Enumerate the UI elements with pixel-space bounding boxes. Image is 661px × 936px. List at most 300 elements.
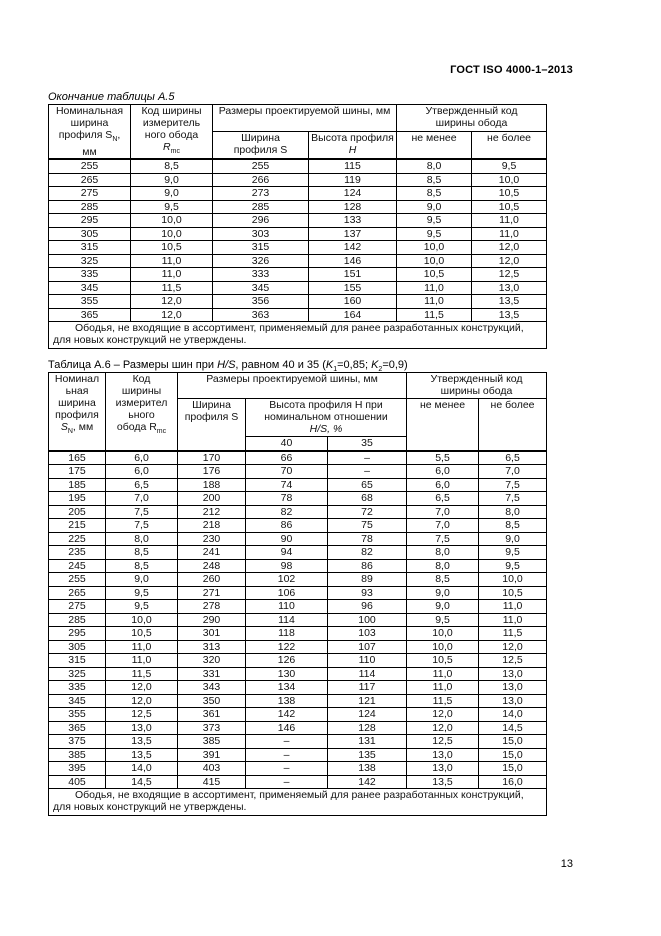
table-cell: 325: [49, 667, 106, 681]
table-cell: 7,0: [479, 465, 547, 479]
table-cell: 142: [246, 708, 328, 722]
table-row: [49, 721, 547, 735]
table-row: [49, 735, 547, 749]
table-cell: 72: [328, 505, 407, 519]
table-cell: 11,0: [472, 227, 547, 241]
table-cell: 255: [213, 159, 309, 173]
table-cell: 335: [49, 268, 131, 282]
table-cell: 75: [328, 519, 407, 533]
table-cell: 11,5: [479, 627, 547, 641]
table-cell: 142: [309, 241, 397, 255]
table-cell: 248: [178, 559, 246, 573]
table-cell: 12,5: [479, 654, 547, 668]
table-row: [49, 748, 547, 762]
header-not-less: не менее: [397, 132, 472, 159]
table-row: [49, 762, 547, 776]
table-row: [49, 214, 547, 228]
table-cell: –: [246, 748, 328, 762]
table-cell: 10,5: [472, 200, 547, 214]
table-cell: 107: [328, 640, 407, 654]
table-cell: 395: [49, 762, 106, 776]
table-cell: 74: [246, 478, 328, 492]
table-row: [49, 573, 547, 587]
table-row: [49, 254, 547, 268]
table-cell: 8,5: [106, 546, 178, 560]
table-cell: 9,5: [407, 613, 479, 627]
table-cell: 326: [213, 254, 309, 268]
table-cell: 176: [178, 465, 246, 479]
table-row: [49, 708, 547, 722]
table-cell: 7,5: [479, 492, 547, 506]
table-cell: 10,5: [472, 187, 547, 201]
table-row: [49, 654, 547, 668]
table-a6-caption: Таблица А.6 – Размеры шин при H/S, равном 40 и 35 ($K_1=0,85$; $K_2=0,9$): [48, 359, 408, 374]
table-cell: 8,0: [407, 559, 479, 573]
header-approved-code: Утвержденный код ширины обода: [397, 105, 547, 132]
table-cell: 10,5: [479, 586, 547, 600]
table-cell: 356: [213, 295, 309, 309]
table-cell: 11,0: [131, 268, 213, 282]
table-row: [49, 600, 547, 614]
table-cell: 345: [49, 281, 131, 295]
table-cell: 13,0: [479, 681, 547, 695]
table-cell: 273: [213, 187, 309, 201]
table-cell: 142: [328, 775, 407, 789]
table-cell: 10,0: [472, 173, 547, 187]
table-cell: 122: [246, 640, 328, 654]
table-cell: 315: [49, 241, 131, 255]
table-cell: 385: [178, 735, 246, 749]
header-not-more: не более: [479, 399, 547, 451]
header-section-height: Высота профиля H при номинальном отношении H/S, %: [246, 399, 407, 437]
table-row: [49, 613, 547, 627]
table-cell: 13,5: [472, 295, 547, 309]
table-cell: 13,0: [106, 721, 178, 735]
table-cell: 68: [328, 492, 407, 506]
table-cell: 78: [328, 532, 407, 546]
table-row: [49, 227, 547, 241]
table-cell: 255: [49, 573, 106, 587]
table-cell: 13,5: [106, 735, 178, 749]
table-a5: [48, 104, 547, 349]
table-cell: 11,0: [472, 214, 547, 228]
table-cell: 13,5: [407, 775, 479, 789]
table-row: [49, 640, 547, 654]
table-row: [49, 465, 547, 479]
table-cell: 10,0: [131, 227, 213, 241]
table-cell: 215: [49, 519, 106, 533]
table-cell: 7,5: [106, 519, 178, 533]
table-row: [49, 546, 547, 560]
table-cell: 14,5: [479, 721, 547, 735]
table-cell: 164: [309, 308, 397, 322]
table-cell: 137: [309, 227, 397, 241]
table-cell: 345: [49, 694, 106, 708]
table-cell: 12,5: [407, 735, 479, 749]
table-cell: 345: [213, 281, 309, 295]
header-design-sizes: Размеры проектируемой шины, мм: [178, 373, 407, 399]
header-approved-code: Утвержденный код ширины обода: [407, 373, 547, 399]
table-row: [49, 451, 547, 465]
table-cell: 405: [49, 775, 106, 789]
table-cell: 12,0: [131, 295, 213, 309]
table-cell: 133: [309, 214, 397, 228]
table-cell: 10,5: [106, 627, 178, 641]
table-cell: 110: [328, 654, 407, 668]
table-cell: 10,0: [106, 613, 178, 627]
table-cell: 155: [309, 281, 397, 295]
table-cell: 195: [49, 492, 106, 506]
table-cell: 65: [328, 478, 407, 492]
table-cell: 12,0: [131, 308, 213, 322]
table-cell: 128: [328, 721, 407, 735]
table-cell: 301: [178, 627, 246, 641]
table-cell: 117: [328, 681, 407, 695]
table-cell: 134: [246, 681, 328, 695]
table-cell: 98: [246, 559, 328, 573]
table-cell: 363: [213, 308, 309, 322]
table-cell: 365: [49, 308, 131, 322]
table-cell: 205: [49, 505, 106, 519]
table-row: [49, 478, 547, 492]
table-cell: 115: [309, 159, 397, 173]
table-cell: 265: [49, 173, 131, 187]
table-cell: 11,0: [106, 654, 178, 668]
table-cell: 315: [49, 654, 106, 668]
table-cell: 295: [49, 214, 131, 228]
table-cell: 7,5: [407, 532, 479, 546]
table-cell: 275: [49, 187, 131, 201]
table-cell: 13,0: [472, 281, 547, 295]
header-rim-code: Код ширины измеритель ного обода $R_{mc}$: [131, 105, 213, 160]
table-cell: 11,5: [131, 281, 213, 295]
table-cell: 175: [49, 465, 106, 479]
table-cell: 9,5: [479, 559, 547, 573]
table-cell: 290: [178, 613, 246, 627]
table-cell: 11,0: [407, 667, 479, 681]
table-cell: 70: [246, 465, 328, 479]
table-cell: 385: [49, 748, 106, 762]
header-ratio-40: 40: [246, 437, 328, 451]
table-cell: 260: [178, 573, 246, 587]
table-row: [49, 532, 547, 546]
table-cell: 6,5: [106, 478, 178, 492]
table-cell: 12,0: [407, 721, 479, 735]
table-cell: 96: [328, 600, 407, 614]
table-cell: 9,0: [106, 573, 178, 587]
table-a6: [48, 372, 547, 816]
table-cell: 118: [246, 627, 328, 641]
table-cell: 11,5: [106, 667, 178, 681]
table-row: [49, 308, 547, 322]
table-cell: 8,0: [407, 546, 479, 560]
table-cell: 365: [49, 721, 106, 735]
table-cell: 131: [328, 735, 407, 749]
table-row: [49, 159, 547, 173]
table-cell: 295: [49, 627, 106, 641]
table-cell: 188: [178, 478, 246, 492]
table-cell: 285: [49, 200, 131, 214]
table-cell: 12,0: [479, 640, 547, 654]
table-cell: 11,0: [407, 681, 479, 695]
table-cell: 320: [178, 654, 246, 668]
table-a5-note: Ободья, не входящие в ассортимент, применяемый для ранее разработанных конструкций, для новых конструкций не утверждены.: [49, 322, 547, 349]
table-cell: 13,0: [479, 667, 547, 681]
table-row: [49, 295, 547, 309]
table-cell: 375: [49, 735, 106, 749]
table-cell: 225: [49, 532, 106, 546]
table-cell: 126: [246, 654, 328, 668]
table-cell: 285: [213, 200, 309, 214]
table-cell: 146: [246, 721, 328, 735]
table-cell: 6,5: [407, 492, 479, 506]
table-cell: 212: [178, 505, 246, 519]
table-cell: 9,0: [131, 173, 213, 187]
table-cell: 241: [178, 546, 246, 560]
header-design-sizes: Размеры проектируемой шины, мм: [213, 105, 397, 132]
header-section-width: Ширина профиля S: [178, 399, 246, 451]
table-cell: 160: [309, 295, 397, 309]
table-cell: 138: [246, 694, 328, 708]
table-cell: 7,5: [106, 505, 178, 519]
table-cell: 12,5: [106, 708, 178, 722]
table-cell: 138: [328, 762, 407, 776]
table-cell: 119: [309, 173, 397, 187]
table-cell: 9,5: [397, 227, 472, 241]
table-cell: 335: [49, 681, 106, 695]
table-cell: 11,0: [479, 613, 547, 627]
table-cell: 170: [178, 451, 246, 465]
table-cell: 271: [178, 586, 246, 600]
table-cell: 8,5: [397, 173, 472, 187]
table-cell: 11,0: [397, 281, 472, 295]
table-cell: 10,0: [479, 573, 547, 587]
table-cell: 333: [213, 268, 309, 282]
table-cell: 7,0: [407, 519, 479, 533]
table-cell: 8,5: [407, 573, 479, 587]
table-cell: 114: [328, 667, 407, 681]
table-row: [49, 627, 547, 641]
table-a5-caption: Окончание таблицы А.5: [48, 91, 175, 103]
table-cell: 6,5: [479, 451, 547, 465]
table-cell: 373: [178, 721, 246, 735]
table-cell: 106: [246, 586, 328, 600]
table-cell: 6,0: [407, 478, 479, 492]
table-cell: 11,0: [397, 295, 472, 309]
table-row: [49, 492, 547, 506]
table-cell: 12,0: [472, 254, 547, 268]
table-cell: 343: [178, 681, 246, 695]
table-cell: 8,0: [479, 505, 547, 519]
table-row: [49, 187, 547, 201]
table-cell: 355: [49, 708, 106, 722]
table-cell: 13,0: [407, 762, 479, 776]
table-cell: 361: [178, 708, 246, 722]
table-cell: 10,5: [407, 654, 479, 668]
table-cell: 135: [328, 748, 407, 762]
header-ratio-35: 35: [328, 437, 407, 451]
table-cell: 13,0: [407, 748, 479, 762]
table-cell: 90: [246, 532, 328, 546]
table-cell: 13,5: [106, 748, 178, 762]
table-row: [49, 667, 547, 681]
table-cell: 165: [49, 451, 106, 465]
table-cell: 325: [49, 254, 131, 268]
table-cell: 10,0: [397, 241, 472, 255]
header-nominal-width: Номинал ьная ширина профиля $S_N$, мм: [49, 373, 106, 451]
table-cell: 10,5: [131, 241, 213, 255]
table-cell: 9,5: [131, 200, 213, 214]
table-cell: 13,5: [472, 308, 547, 322]
table-cell: 114: [246, 613, 328, 627]
table-cell: 124: [328, 708, 407, 722]
table-cell: 128: [309, 200, 397, 214]
header-section-height: Высота профиля H: [309, 132, 397, 159]
table-row: [49, 173, 547, 187]
table-cell: 8,5: [131, 159, 213, 173]
table-cell: 350: [178, 694, 246, 708]
table-cell: 78: [246, 492, 328, 506]
table-cell: 14,5: [106, 775, 178, 789]
table-cell: 12,0: [472, 241, 547, 255]
table-cell: 146: [309, 254, 397, 268]
table-row: [49, 559, 547, 573]
table-row: [49, 694, 547, 708]
table-cell: 13,0: [479, 694, 547, 708]
table-row: [49, 200, 547, 214]
table-cell: 11,0: [106, 640, 178, 654]
table-cell: 93: [328, 586, 407, 600]
table-cell: 6,0: [106, 465, 178, 479]
table-cell: 9,0: [407, 586, 479, 600]
table-cell: 15,0: [479, 735, 547, 749]
table-cell: 9,5: [397, 214, 472, 228]
table-cell: 331: [178, 667, 246, 681]
table-cell: 151: [309, 268, 397, 282]
standard-header: ГОСТ ISO 4000-1–2013: [450, 64, 573, 76]
table-cell: 12,0: [106, 681, 178, 695]
table-cell: 15,0: [479, 748, 547, 762]
table-cell: 278: [178, 600, 246, 614]
table-row: [49, 505, 547, 519]
table-cell: 10,0: [407, 640, 479, 654]
table-cell: 86: [328, 559, 407, 573]
table-cell: 16,0: [479, 775, 547, 789]
table-cell: 355: [49, 295, 131, 309]
table-cell: 7,0: [407, 505, 479, 519]
table-cell: 11,0: [131, 254, 213, 268]
table-cell: 10,0: [131, 214, 213, 228]
table-cell: 8,0: [397, 159, 472, 173]
table-cell: –: [328, 451, 407, 465]
table-cell: 8,0: [106, 532, 178, 546]
table-cell: 255: [49, 159, 131, 173]
header-not-less: не менее: [407, 399, 479, 451]
table-cell: 245: [49, 559, 106, 573]
table-cell: 235: [49, 546, 106, 560]
table-row: [49, 775, 547, 789]
table-cell: 9,5: [472, 159, 547, 173]
table-row: [49, 681, 547, 695]
table-cell: 296: [213, 214, 309, 228]
table-cell: 7,0: [106, 492, 178, 506]
table-cell: 11,0: [479, 600, 547, 614]
table-cell: 10,0: [407, 627, 479, 641]
table-cell: 415: [178, 775, 246, 789]
table-cell: 14,0: [479, 708, 547, 722]
table-cell: –: [246, 775, 328, 789]
table-cell: 8,5: [479, 519, 547, 533]
table-row: [49, 268, 547, 282]
table-cell: 82: [328, 546, 407, 560]
header-nominal-width: Номинальная ширина профиля $S_N$, мм: [49, 105, 131, 160]
table-cell: 9,0: [479, 532, 547, 546]
table-cell: 94: [246, 546, 328, 560]
table-cell: 9,0: [131, 187, 213, 201]
table-cell: 303: [213, 227, 309, 241]
table-cell: 9,5: [479, 546, 547, 560]
table-cell: 5,5: [407, 451, 479, 465]
table-cell: –: [328, 465, 407, 479]
table-cell: 11,5: [397, 308, 472, 322]
header-section-width: Ширина профиля S: [213, 132, 309, 159]
table-cell: 14,0: [106, 762, 178, 776]
table-cell: 313: [178, 640, 246, 654]
table-cell: 102: [246, 573, 328, 587]
table-cell: 66: [246, 451, 328, 465]
table-cell: 11,5: [407, 694, 479, 708]
table-row: [49, 241, 547, 255]
table-cell: 6,0: [407, 465, 479, 479]
table-cell: 9,0: [407, 600, 479, 614]
table-cell: 15,0: [479, 762, 547, 776]
table-cell: 230: [178, 532, 246, 546]
page-number: 13: [560, 858, 573, 870]
table-cell: –: [246, 735, 328, 749]
header-rim-code: Код ширины измерител ьного обода $R_{mc}$: [106, 373, 178, 451]
table-cell: 9,0: [397, 200, 472, 214]
table-a6-note: Ободья, не входящие в ассортимент, применяемый для ранее разработанных конструкций, для новых конструкций не утверждены.: [49, 789, 547, 816]
header-not-more: не более: [472, 132, 547, 159]
table-cell: –: [246, 762, 328, 776]
table-cell: 12,0: [106, 694, 178, 708]
table-cell: 89: [328, 573, 407, 587]
table-row: [49, 519, 547, 533]
table-cell: 200: [178, 492, 246, 506]
table-cell: 12,5: [472, 268, 547, 282]
table-cell: 305: [49, 227, 131, 241]
table-cell: 110: [246, 600, 328, 614]
table-cell: 8,5: [397, 187, 472, 201]
table-cell: 7,5: [479, 478, 547, 492]
table-cell: 265: [49, 586, 106, 600]
table-cell: 100: [328, 613, 407, 627]
table-row: [49, 281, 547, 295]
table-cell: 10,0: [397, 254, 472, 268]
table-cell: 12,0: [407, 708, 479, 722]
table-cell: 403: [178, 762, 246, 776]
table-cell: 82: [246, 505, 328, 519]
table-cell: 305: [49, 640, 106, 654]
table-cell: 103: [328, 627, 407, 641]
table-cell: 266: [213, 173, 309, 187]
table-cell: 10,5: [397, 268, 472, 282]
table-cell: 124: [309, 187, 397, 201]
table-cell: 218: [178, 519, 246, 533]
table-cell: 275: [49, 600, 106, 614]
table-cell: 130: [246, 667, 328, 681]
table-cell: 315: [213, 241, 309, 255]
